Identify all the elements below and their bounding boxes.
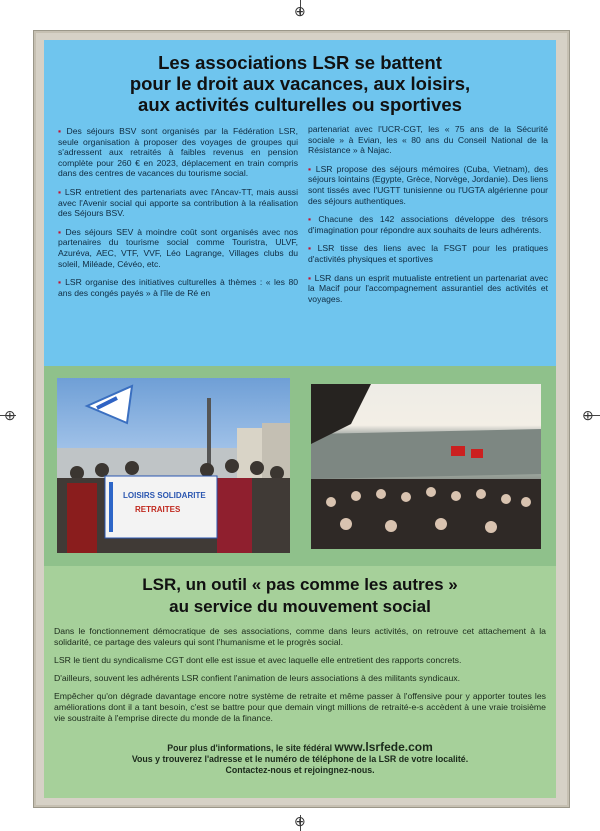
vacations-section — [44, 40, 556, 366]
title-line: au service du mouvement social — [169, 597, 431, 616]
social-movement-section — [44, 566, 556, 798]
social-movement-title — [44, 574, 556, 618]
registration-mark-icon: ⊕ — [4, 407, 16, 423]
paragraph: ▪ LSR propose des séjours mémoires (Cuba, Vietnam), des séjours lointains (Egypte, Grèce, Norvège, Jordanie). Des liens sont tissés avec l'UGTT tunisienne ou l'UGTA algérienne pour des séjours authentiques. — [308, 164, 548, 206]
title-line: pour le droit aux vacances, aux loisirs, — [129, 73, 471, 94]
paragraph: ▪ LSR organise des initiatives culturelles à thèmes : « les 80 ans des congés payés » à l'île de Ré en — [58, 277, 298, 298]
website-link[interactable]: www.lsrfede.com — [334, 740, 433, 754]
section-body — [54, 626, 546, 731]
title-line: aux activités culturelles ou sportives — [138, 94, 462, 115]
paragraph: Empêcher qu'on dégrade davantage encore notre système de retraite et même passer à l'offensive pour y apporter toutes les améliorations dont il a tant besoin, c'est se battre pour que demain vingt millions de retraité-e-s accèdent à une vraie troisième vie soustraite à l'emprise directe du monde de la finance. — [54, 691, 546, 723]
gathering-photo — [311, 384, 541, 549]
paragraph: partenariat avec l'UCR-CGT, les « 75 ans de la Sécurité sociale » à Evian, les « 80 ans du Conseil National de la Résistance » à Najac. — [308, 124, 548, 156]
banner-text: RETRAITES — [135, 505, 181, 514]
registration-mark-icon: ⊕ — [294, 813, 306, 829]
title-line: LSR, un outil « pas comme les autres » — [142, 575, 458, 594]
footer-text: Pour plus d'informations, le site fédéral — [167, 743, 333, 753]
footer-text: Vous y trouverez l'adresse et le numéro de téléphone de la LSR de votre localité. — [131, 754, 469, 764]
left-column — [58, 126, 298, 306]
paragraph: Dans le fonctionnement démocratique de ses associations, comme dans leurs activités, on retrouve cet attachement à la solidarité, ce partage des valeurs qui sont l'humanisme et le progrès social. — [54, 626, 546, 647]
registration-mark-icon: ⊕ — [294, 3, 306, 19]
title-line: Les associations LSR se battent — [158, 52, 442, 73]
demonstration-photo — [57, 378, 290, 553]
paragraph: ▪ LSR tisse des liens avec la FSGT pour les pratiques d'activités physiques et sportives — [308, 243, 548, 264]
paragraph: ▪ Chacune des 142 associations développe des trésors d'imagination pour répondre aux souhaits de leurs adhérents. — [308, 214, 548, 235]
vacations-title — [44, 52, 556, 115]
contact-footer — [44, 742, 556, 776]
footer-text: Contactez-nous et rejoingnez-nous. — [225, 765, 375, 775]
paragraph: LSR le tient du syndicalisme CGT dont elle est issue et avec laquelle elle entretient des rapports concrets. — [54, 655, 462, 665]
paragraph: ▪ Des séjours SEV à moindre coût sont organisés avec nos partenaires du tourisme social comme Touristra, ULVF, Azuréva, AEC, VTF, VVF, Léo Lagrange, Villages clubs du soleil, Miléade, Cévéo, etc. — [58, 227, 298, 269]
paragraph: ▪ LSR entretient des partenariats avec l'Ancav-TT, mais aussi avec l'Avenir social qui apporte sa contribution à la réalisation des Séjours BSV. — [58, 187, 298, 219]
banner-text: LOISIRS SOLIDARITE — [123, 491, 206, 500]
registration-mark-icon: ⊕ — [582, 407, 594, 423]
right-column — [308, 124, 548, 312]
paragraph: ▪ Des séjours BSV sont organisés par la Fédération LSR, seule organisation à proposer des voyages de groupes qui s'adressent aux retraités à faibles revenus en pension complète pour 260 € en 2023, déplacement en train compris dans des centres de vacances du tourisme social. — [58, 126, 298, 179]
paragraph: ▪ LSR dans un esprit mutualiste entretient un partenariat avec la Macif pour l'accompagnement assurantiel des activités et voyages. — [308, 273, 548, 305]
paragraph: D'ailleurs, souvent les adhérents LSR confient l'animation de leurs associations à des militants syndicaux. — [54, 673, 461, 683]
